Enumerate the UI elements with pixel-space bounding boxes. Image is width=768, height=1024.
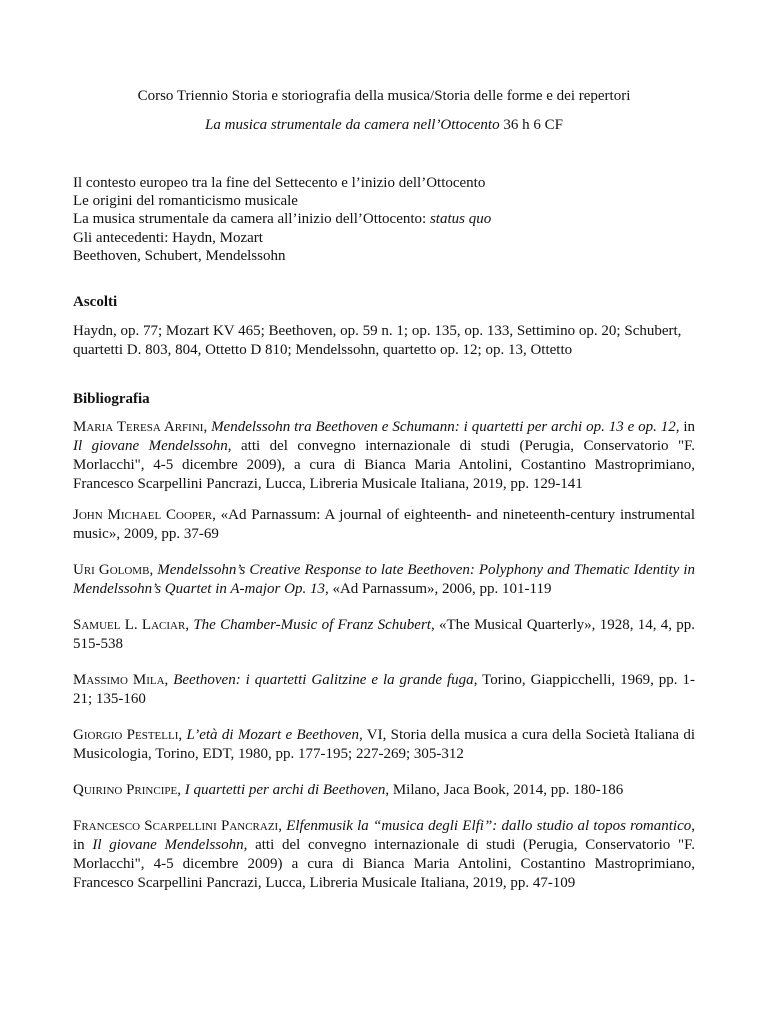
entry-author: Giorgio Pestelli (73, 727, 179, 743)
entry-details: , «Ad Parnassum: A journal of eighteenth- and nineteenth-century instrumental music», 2009, pp. 37-69 (73, 507, 695, 542)
bibliography-entry: Massimo Mila, Beethoven: i quartetti Galitzine e la grande fuga, Torino, Giappicchelli, 1969, pp. 1-21; 135-160 (73, 672, 696, 707)
module-title-italic: La musica strumentale da camera nell’Ottocento (205, 117, 500, 133)
topic-item: Il contesto europeo tra la fine del Settecento e l’inizio dell’Ottocento (73, 175, 486, 191)
topics-list (73, 174, 693, 265)
entry-title: Elfenmusik la “musica degli Elfi”: dallo studio al topos romantico (286, 818, 692, 834)
bibliography-entry: Samuel L. Laciar, The Chamber-Music of Franz Schubert, «The Musical Quarterly», 1928, 14, 4, pp. 515-538 (73, 617, 696, 652)
entry-author: Massimo Mila (73, 672, 165, 688)
module-hours: 36 h 6 CF (499, 117, 563, 133)
ascolti-text: Haydn, op. 77; Mozart KV 465; Beethoven, op. 59 n. 1; op. 135, op. 133, Settimino op. 20; Schubert, quartetti D. 803, 804, Ottetto D 810; Mendelssohn, quartetto op. 12; op. 13, Ottetto (73, 323, 682, 358)
topic-item: Le origini del romanticismo musicale (73, 193, 298, 210)
entry-details: , «Ad Parnassum», 2006, pp. 101-119 (324, 581, 552, 597)
entry-details: , atti del convegno internazionale di studi (Perugia, Conservatorio "F. Morlacchi", 4-5 dicembre 2009), a cura di Bianca Maria Antolini, Costantino Mastroprimiano, Francesco Scarpellini Pancrazi, Lucca, Libreria Musicale Italiana, 2019, pp. 129-141 (73, 438, 695, 492)
topic-item: Gli antecedenti: Haydn, Mozart (73, 229, 263, 246)
entry-author: Francesco Scarpellini Pancrazi (73, 818, 279, 834)
course-header (0, 87, 768, 134)
bibliografia-heading: Bibliografia (73, 391, 150, 407)
topic-item (73, 210, 693, 228)
bibliography-entry: Uri Golomb, Mendelssohn’s Creative Response to late Beethoven: Polyphony and Thematic Identity in Mendelssohn’s Quartet in A-major Op. 13, «Ad Parnassum», 2006, pp. 101-119 (73, 562, 696, 597)
entry-title: Il giovane Mendelssohn (92, 837, 244, 853)
topic-item: Beethoven, Schubert, Mendelssohn (73, 247, 286, 264)
entry-author: John Michael Cooper (73, 507, 213, 523)
entry-details: , VI, Storia della musica a cura della Società Italiana di Musicologia, Torino, EDT, 1980, pp. 177-195; 227-269; 305-312 (73, 727, 696, 762)
entry-title: L’età di Mozart e Beethoven (186, 727, 359, 743)
bibliography-entry: Francesco Scarpellini Pancrazi, Elfenmusik la “musica degli Elfi”: dallo studio al topos romantico, in Il giovane Mendelssohn, atti del convegno internazionale di studi (Perugia, Conservatorio "F. Morlacchi", 4-5 dicembre 2009) a cura di Bianca Maria Antolini, Costantino Mastroprimiano, Francesco Scarpellini Pancrazi, Lucca, Libreria Musicale Italiana, 2019, pp. 47-109 (73, 818, 696, 891)
entry-author: Quirino Principe (73, 782, 178, 798)
topic-text: La musica strumentale da camera all’inizio dell’Ottocento: (73, 211, 430, 228)
entry-title: Beethoven: i quartetti Galitzine e la grande fuga (173, 672, 474, 688)
topic-italic: status quo (429, 211, 492, 228)
entry-author: Maria Teresa Arfini (73, 419, 204, 435)
module-title (0, 116, 768, 134)
entry-title: Mendelssohn tra Beethoven e Schumann: i quartetti per archi op. 13 e op. 12 (211, 419, 676, 435)
bibliography-entry: Giorgio Pestelli, L’età di Mozart e Beethoven, VI, Storia della musica a cura della Società Italiana di Musicologia, Torino, EDT, 1980, pp. 177-195; 227-269; 305-312 (73, 727, 696, 762)
entry-details: , Milano, Jaca Book, 2014, pp. 180-186 (385, 782, 624, 798)
bibliography-list (73, 418, 695, 905)
entry-title: Mendelssohn’s Creative Response to late Beethoven: Polyphony and Thematic Identity in Mendelssohn’s Quartet in A-major Op. 13 (73, 562, 696, 597)
entry-author: Uri Golomb (73, 562, 150, 578)
entry-details: , Torino, Giappicchelli, 1969, pp. 1-21; 135-160 (73, 672, 696, 707)
entry-title: Il giovane Mendelssohn (73, 438, 228, 454)
course-title: Corso Triennio Storia e storiografia della musica/Storia delle forme e dei repertori (137, 88, 631, 104)
entry-author: Samuel L. Laciar (73, 617, 186, 633)
entry-details: , «The Musical Quarterly», 1928, 14, 4, pp. 515-538 (73, 617, 696, 652)
bibliography-entry: Quirino Principe, I quartetti per archi di Beethoven, Milano, Jaca Book, 2014, pp. 180-186 (73, 782, 624, 798)
entry-title: The Chamber-Music of Franz Schubert (193, 617, 431, 633)
entry-title: I quartetti per archi di Beethoven (184, 782, 386, 798)
ascolti-heading: Ascolti (73, 294, 118, 310)
bibliography-entry (73, 506, 695, 544)
entry-details: , atti del convegno internazionale di studi (Perugia, Conservatorio "F. Morlacchi", 4-5 dicembre 2009) a cura di Bianca Maria Antolini, Costantino Mastroprimiano, Francesco Scarpellini Pancrazi, Lucca, Libreria Musicale Italiana, 2019, pp. 47-109 (73, 837, 695, 891)
bibliography-entry: Maria Teresa Arfini, Mendelssohn tra Beethoven e Schumann: i quartetti per archi op. 13 e op. 12, in Il giovane Mendelssohn, atti del convegno internazionale di studi (Perugia, Conservatorio "F. Morlacchi", 4-5 dicembre 2009), a cura di Bianca Maria Antolini, Costantino Mastroprimiano, Francesco Scarpellini Pancrazi, Lucca, Libreria Musicale Italiana, 2019, pp. 129-141 (73, 419, 696, 492)
